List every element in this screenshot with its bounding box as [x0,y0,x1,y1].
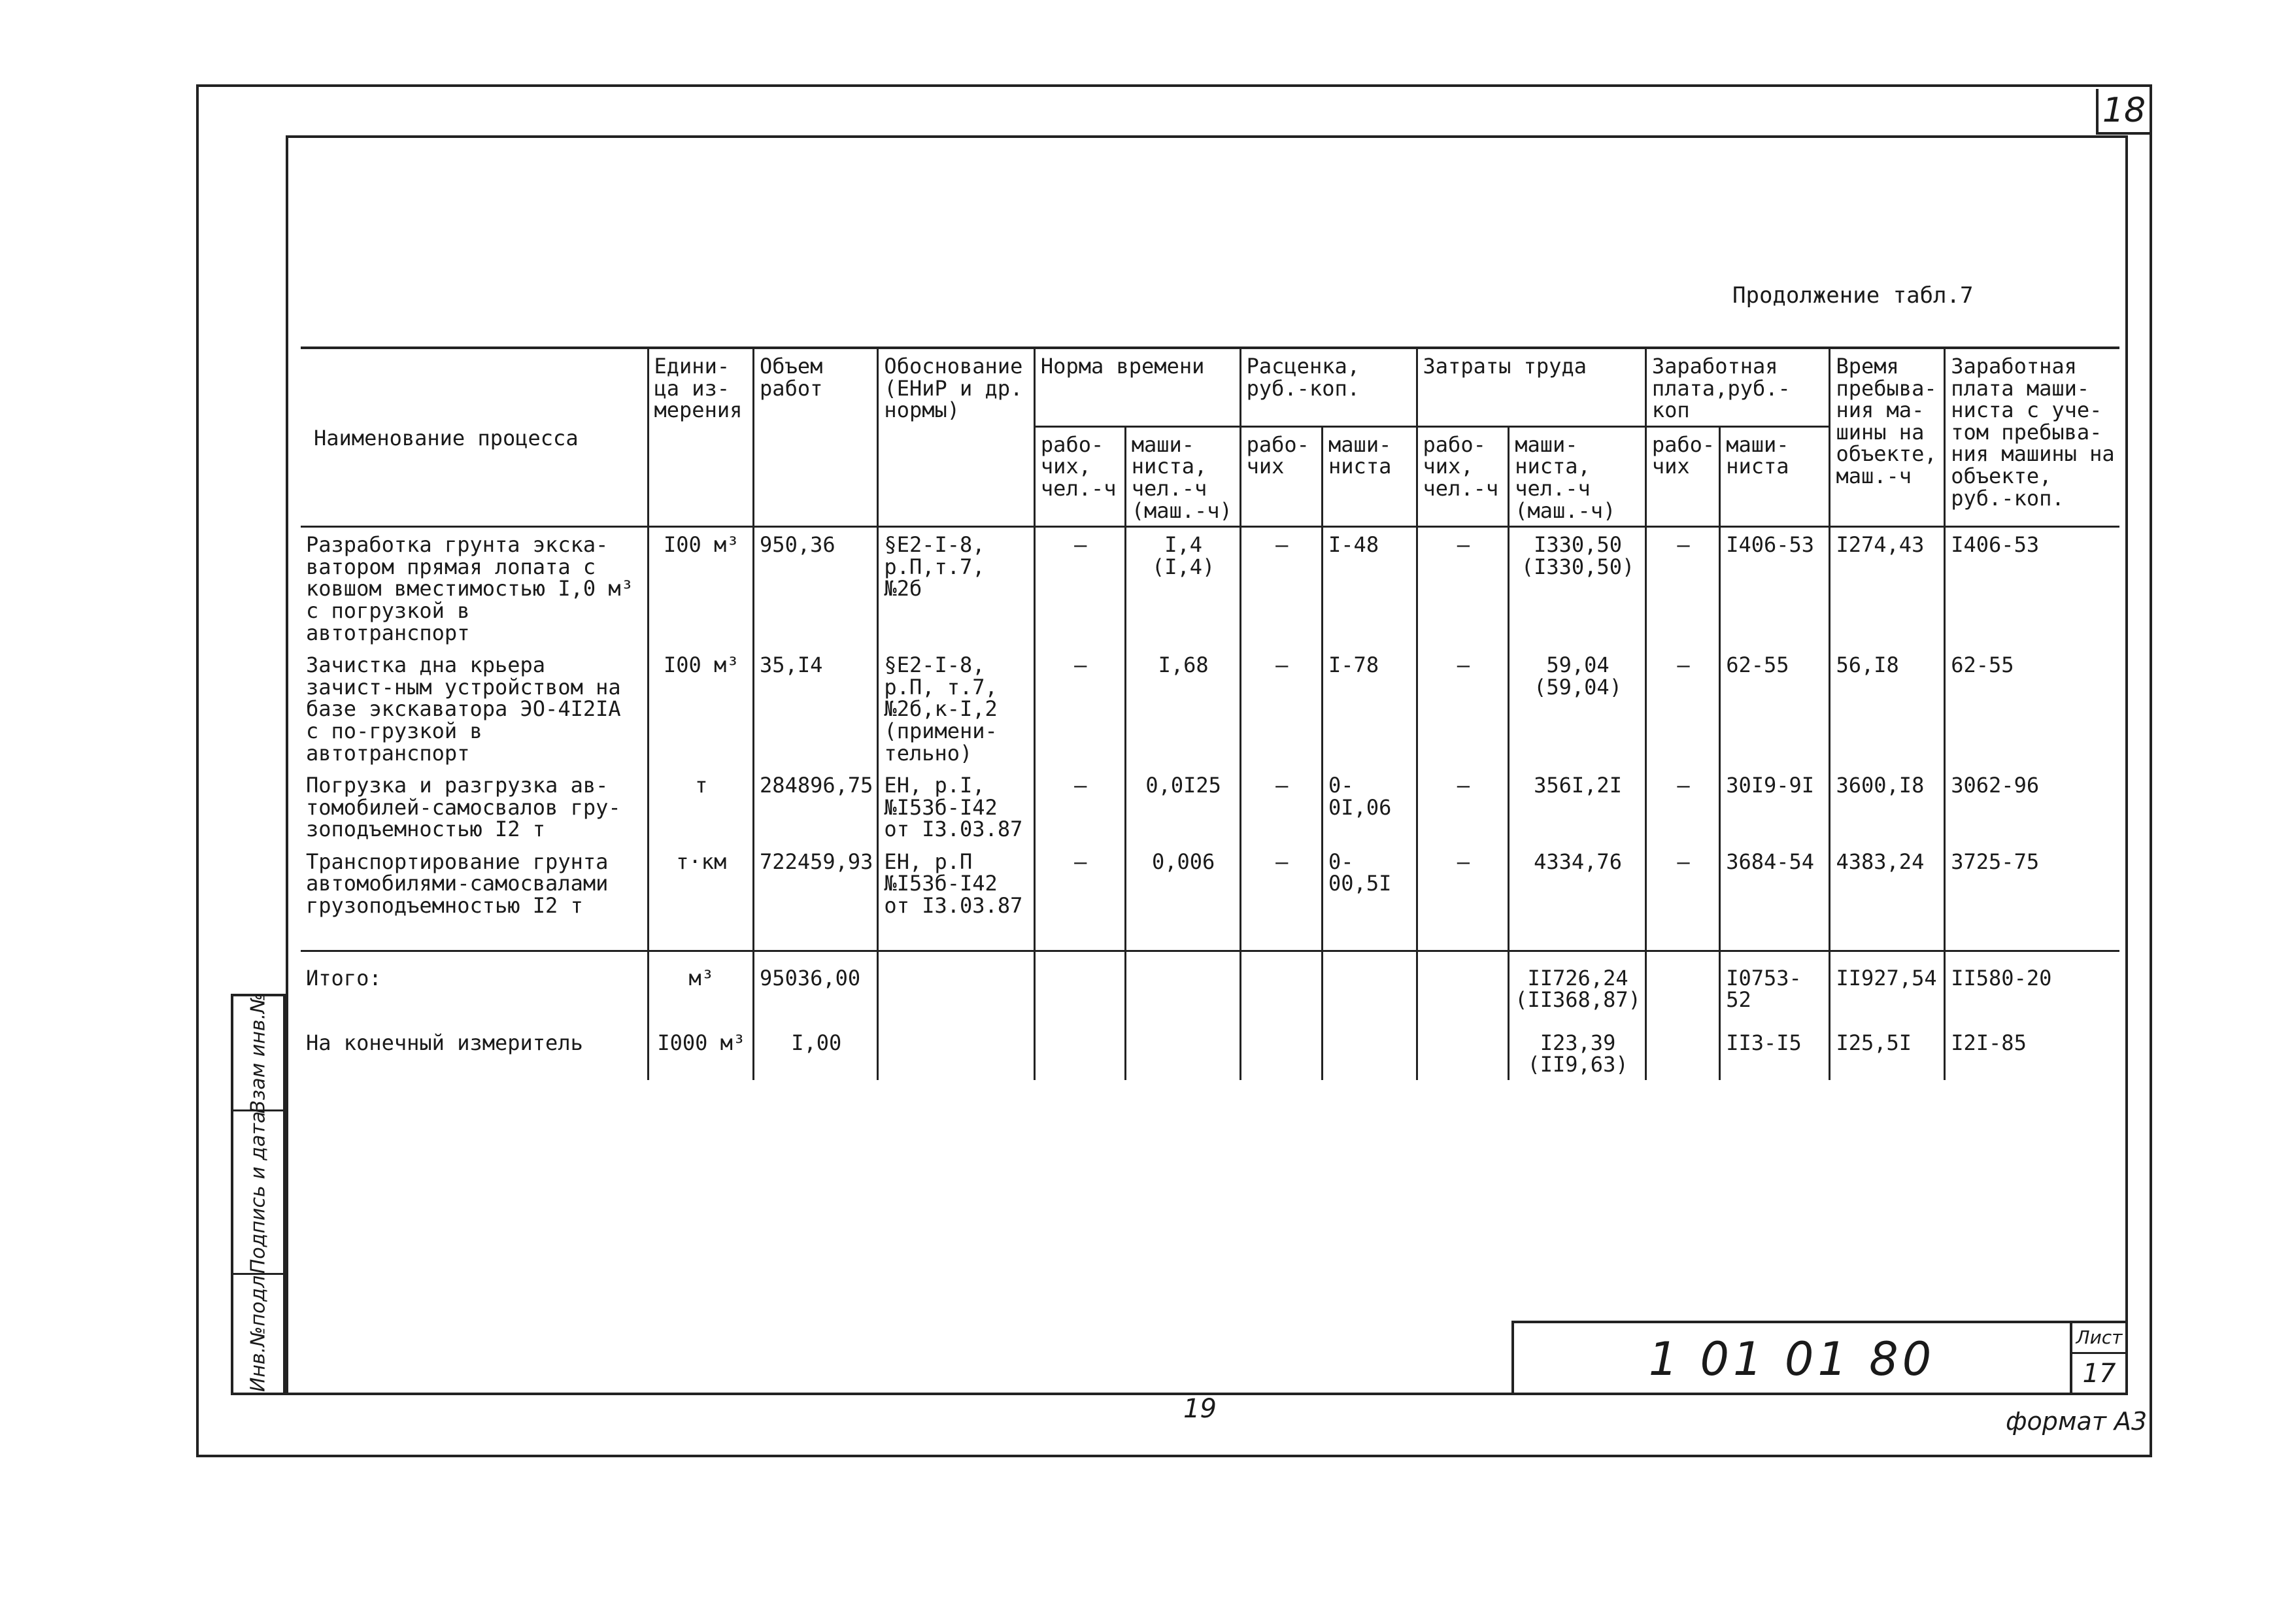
cell-norm-driver: I,68 [1125,648,1240,768]
header-name: Наименование процесса [301,348,648,527]
cell-wage-workers: – [1645,845,1719,951]
cell-volume: I,00 [754,1015,878,1080]
cell-wage-driver-total: I406-53 [1945,527,2119,648]
cell-wage-driver: I406-53 [1720,527,1830,648]
cell-stay-time: I25,5I [1830,1015,1945,1080]
header-volume: Объем работ [754,348,878,527]
header-basis: Обоснование (ЕНиР и др. нормы) [878,348,1034,527]
cell-wage-workers: – [1645,527,1719,648]
side-stamp-strip [231,994,286,1395]
cell-wage-workers: – [1645,768,1719,845]
subheader-norm-workers: рабо-чих, чел.-ч [1034,426,1125,526]
cell-stay-time: 56,I8 [1830,648,1945,768]
side-cell-replace [233,992,283,1113]
subheader-labor-workers: рабо-чих, чел.-ч [1417,426,1509,526]
cell-wage-driver-total: 3725-75 [1945,845,2119,951]
cell-labor-workers: – [1417,648,1509,768]
cell-basis: ЕН, р.П №I53б-I42 от I3.03.87 [878,845,1034,951]
cell-name: Зачистка дна крьера зачист-ным устройством на базе экскаватора ЭО-4I2IА с по-грузкой в автотранспорт [301,648,648,768]
cell-labor-workers: – [1417,768,1509,845]
table-continuation-note: Продолжение табл.7 [1732,282,1974,309]
cell-norm-driver: 0,0I25 [1125,768,1240,845]
subheader-rate-workers: рабо-чих [1240,426,1322,526]
cell-labor-workers: – [1417,527,1509,648]
header-labor: Затраты труда [1417,348,1645,426]
cell-basis: ЕН, р.I, №I53б-I42 от I3.03.87 [878,768,1034,845]
cell-labor-driver: I23,39 (II9,63) [1509,1015,1646,1080]
side-label-replace: Взам инв.№ [246,992,270,1113]
table-row [301,845,2119,951]
cell-basis: §Е2-I-8, р.П, т.7, №2б,к-I,2 (примени-тельно) [878,648,1034,768]
cell-rate-driver: I-48 [1323,527,1417,648]
cell-wage-driver: I0753-52 [1720,951,1830,1015]
cell-unit: I00 м³ [648,527,754,648]
cell-wage-driver-total: II580-20 [1945,951,2119,1015]
cell-volume: 722459,93 [754,845,878,951]
cell-rate-driver: 0-00,5I [1323,845,1417,951]
cell-labor-driver: 59,04 (59,04) [1509,648,1646,768]
header-unit: Едини-ца из-мерения [648,348,754,527]
cell-volume: 35,I4 [754,648,878,768]
table-row [301,768,2119,845]
header-time-norm: Норма времени [1034,348,1240,426]
cell-wage-driver: 30I9-9I [1720,768,1830,845]
cell-norm-workers: – [1034,845,1125,951]
cell-norm-workers: – [1034,648,1125,768]
cell-labor-driver: 356I,2I [1509,768,1646,845]
cell-stay-time: 4383,24 [1830,845,1945,951]
cell-wage-driver: II3-I5 [1720,1015,1830,1080]
total-row [301,1015,2119,1080]
cell-stay-time: 3600,I8 [1830,768,1945,845]
header-rate: Расценка, руб.-коп. [1240,348,1417,426]
title-block [1511,1321,2126,1395]
cell-name: Разработка грунта экска-ватором прямая лопата с ковшом вместимостью I,0 м³ с погрузкой в автотранспорт [301,527,648,648]
cell-stay-time: II927,54 [1830,951,1945,1015]
cell-name: На конечный измеритель [301,1015,648,1080]
cell-labor-workers: – [1417,845,1509,951]
cell-norm-workers: – [1034,768,1125,845]
cell-wage-driver: 62-55 [1720,648,1830,768]
cell-unit: I00 м³ [648,648,754,768]
cell-unit: м³ [648,951,754,1015]
cell-rate-workers: – [1240,768,1322,845]
cell-rate-workers: – [1240,648,1322,768]
cell-norm-workers: – [1034,527,1125,648]
page-number: 19 [1183,1394,1217,1424]
cell-wage-driver-total: 62-55 [1945,648,2119,768]
sheet-number: 17 [2082,1359,2116,1389]
header-wage-driver: Заработная плата маши-ниста с уче-том пребыва-ния машины на объекте, руб.-коп. [1945,348,2119,527]
cell-wage-driver: 3684-54 [1720,845,1830,951]
cell-basis: §Е2-I-8, р.П,т.7, №2б [878,527,1034,648]
cell-unit: т·км [648,845,754,951]
cell-norm-driver: I,4 (I,4) [1125,527,1240,648]
cell-rate-workers: – [1240,845,1322,951]
cell-rate-driver: I-78 [1323,648,1417,768]
norms-table [301,347,2119,1080]
cell-labor-driver: II726,24 (II368,87) [1509,951,1646,1015]
cell-name: Погрузка и разгрузка ав-томобилей-самосвалов гру-зоподъемностью I2 т [301,768,648,845]
subheader-rate-driver: маши-ниста [1323,426,1417,526]
table-row [301,527,2119,648]
cell-name: Итого: [301,951,648,1015]
side-label-sign: Подпись и дата [246,1111,270,1274]
side-label-inv: Инв.№подл [246,1275,270,1393]
cell-norm-driver: 0,006 [1125,845,1240,951]
table-row [301,648,2119,768]
sheet-box [2070,1323,2126,1395]
corner-page-number: 18 [2096,89,2150,135]
cell-unit: т [648,768,754,845]
sheet-label: Лист [2072,1323,2126,1354]
cell-labor-driver: 4334,76 [1509,845,1646,951]
subheader-labor-driver: маши-ниста, чел.-ч (маш.-ч) [1509,426,1646,526]
subheader-norm-driver: маши-ниста, чел.-ч (маш.-ч) [1125,426,1240,526]
header-wage: Заработная плата,руб.-коп [1645,348,1830,426]
cell-volume: 284896,75 [754,768,878,845]
cell-volume: 950,36 [754,527,878,648]
cell-wage-workers: – [1645,648,1719,768]
cell-unit: I000 м³ [648,1015,754,1080]
cell-stay-time: I274,43 [1830,527,1945,648]
subheader-wage-driver: маши-ниста [1720,426,1830,526]
cell-rate-driver: 0-0I,06 [1323,768,1417,845]
side-cell-sign [233,1111,283,1275]
cell-name: Транспортирование грунта автомобилями-самосвалами грузоподъемностью I2 т [301,845,648,951]
total-row [301,951,2119,1015]
cell-volume: 95036,00 [754,951,878,1015]
cell-rate-workers: – [1240,527,1322,648]
cell-wage-driver-total: 3062-96 [1945,768,2119,845]
header-stay-time: Время пребыва-ния ма-шины на объекте, маш.-ч [1830,348,1945,527]
cell-wage-driver-total: I2I-85 [1945,1015,2119,1080]
cell-labor-driver: I330,50 (I330,50) [1509,527,1646,648]
format-label: формат А3 [2006,1407,2148,1436]
document-code: 1 01 01 80 [1648,1332,1936,1386]
subheader-wage-workers: рабо-чих [1645,426,1719,526]
side-cell-inv [233,1275,283,1393]
